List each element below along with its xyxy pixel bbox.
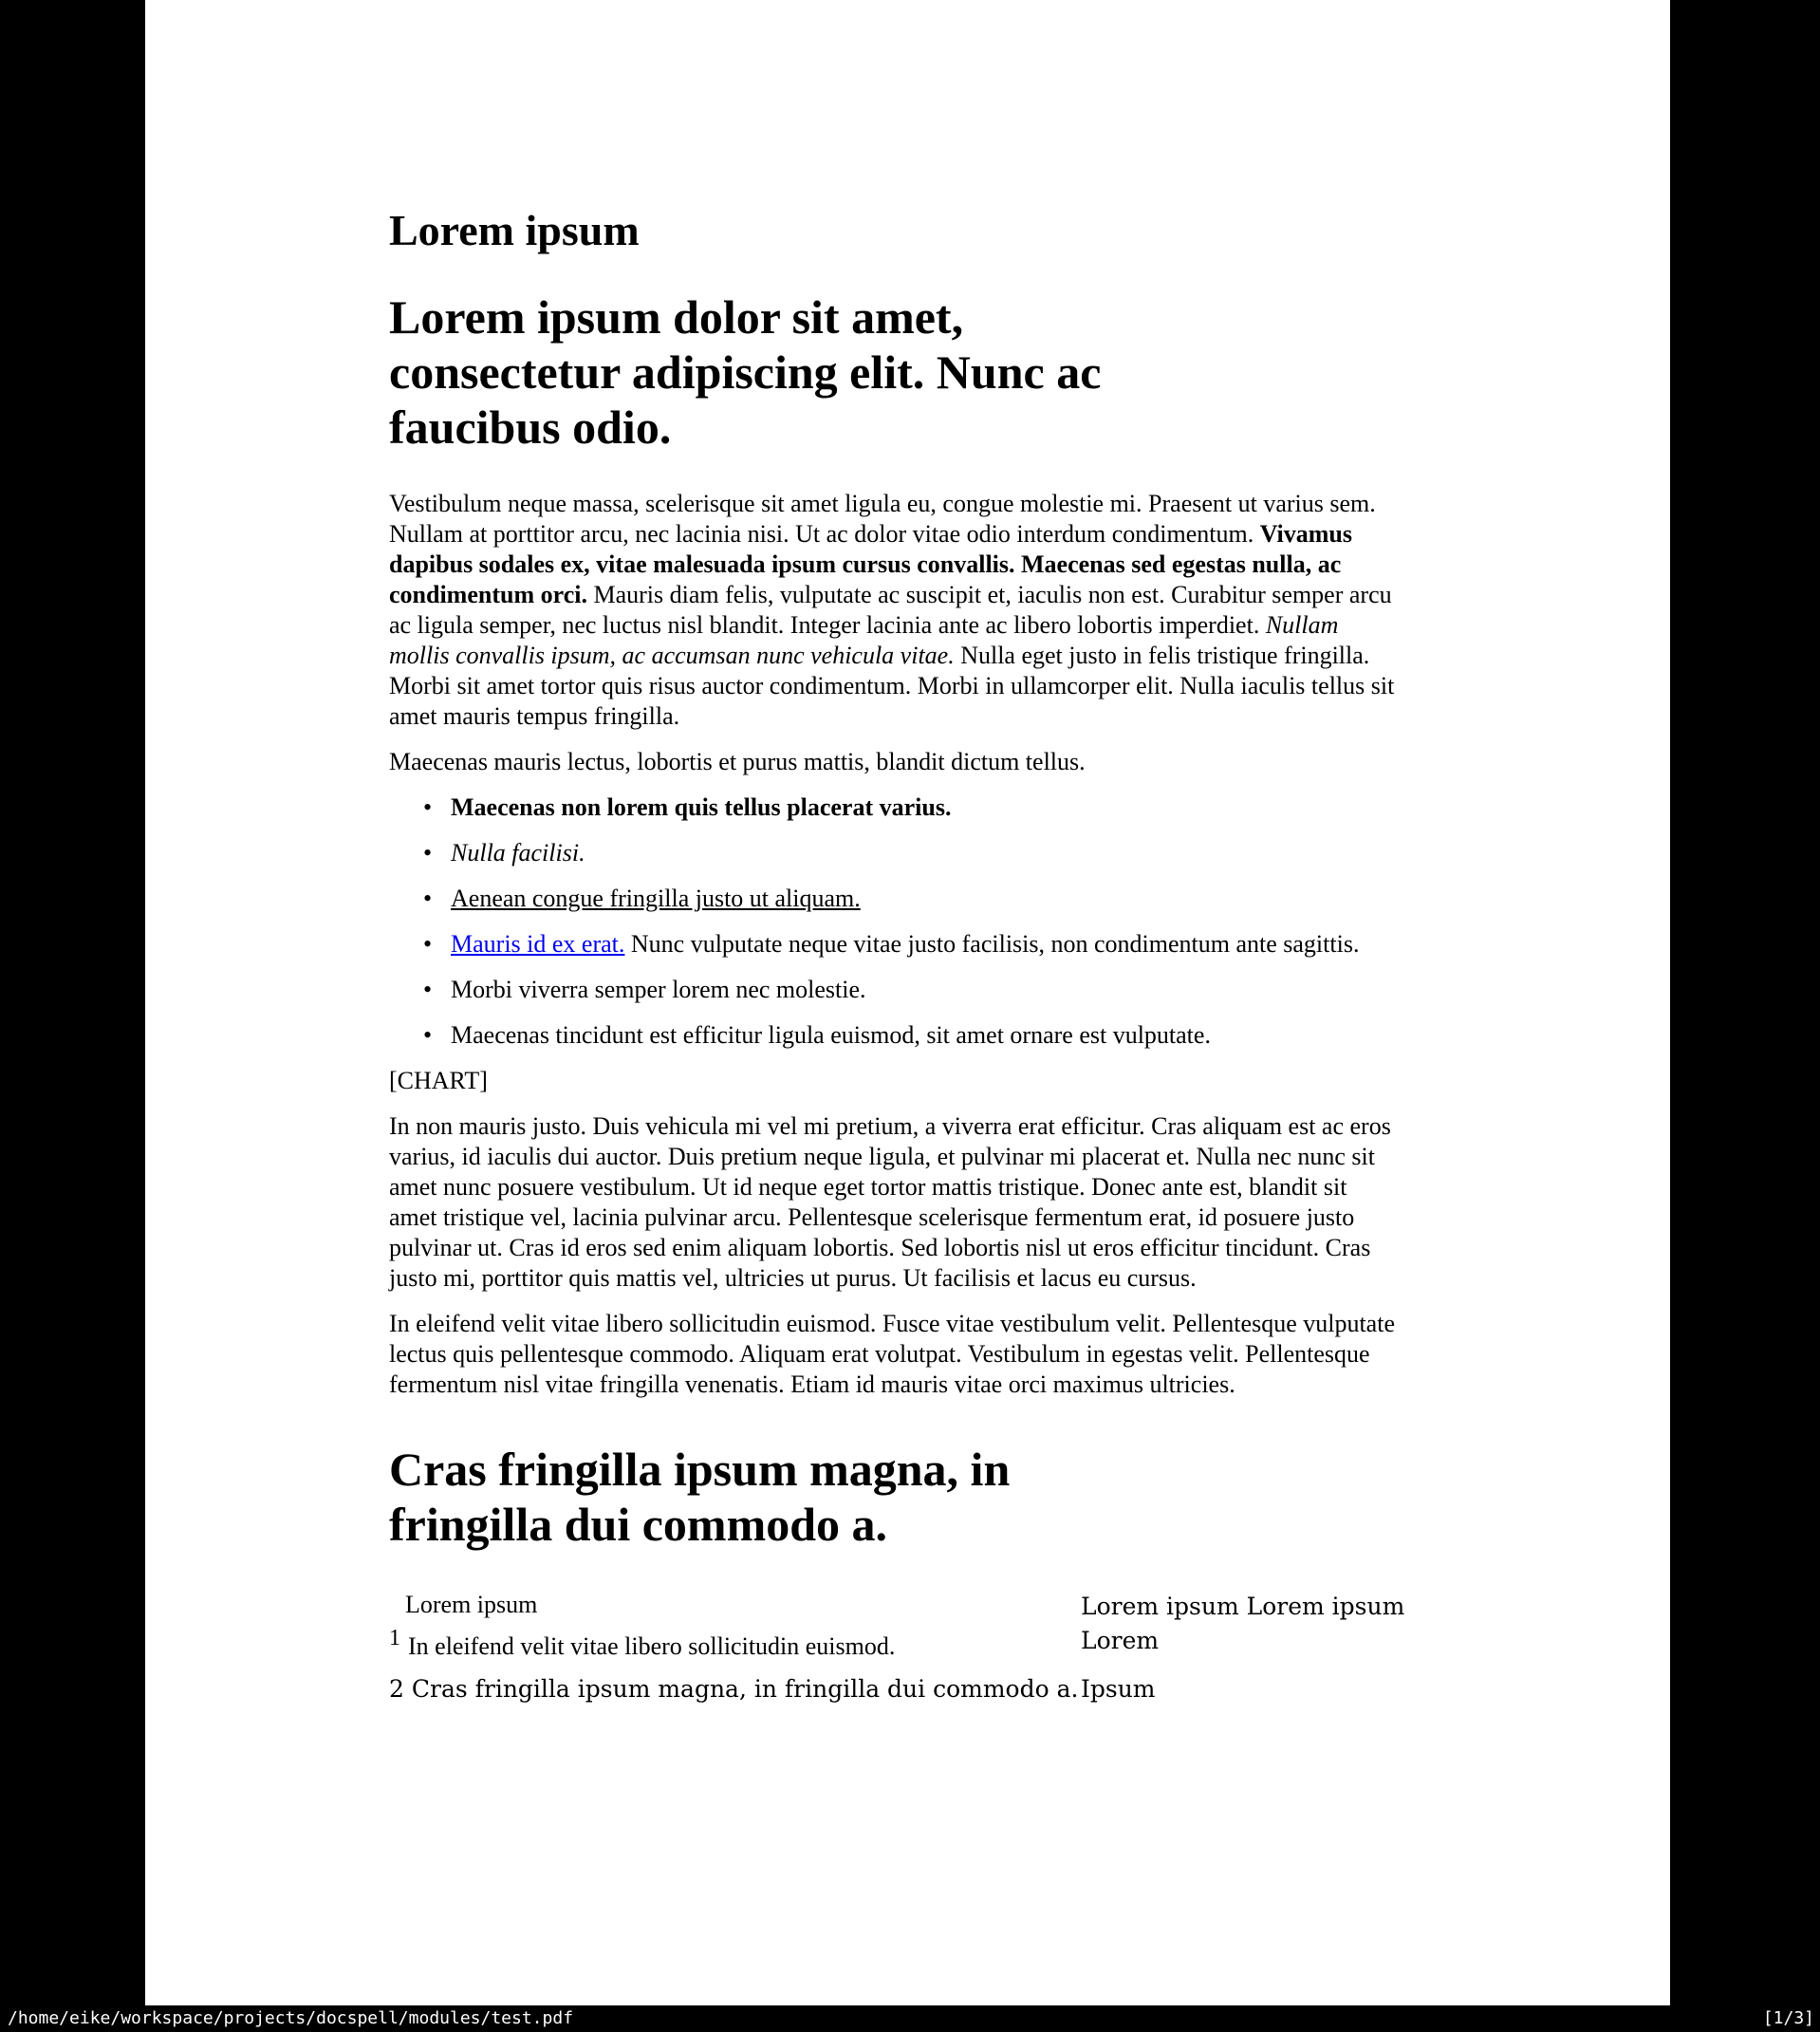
text-segment: Nulla eget justo in felis tristique fringilla. Morbi sit amet tortor quis risus auctor condimentum. Morbi in ullamcorper elit. Nulla iaculis tellus sit amet mauris tempus fringilla. <box>389 642 1395 730</box>
text-segment: Vestibulum neque massa, scelerisque sit amet ligula eu, congue molestie mi. Praesent ut varius sem. Nullam at porttitor arcu, nec lacinia nisi. Ut ac dolor vitae odio interdum condimentum. <box>389 490 1376 548</box>
footnote-2-marker: 2 <box>389 1675 404 1703</box>
footnotes-cell-ipsum: Ipsum <box>1081 1675 1156 1703</box>
footnote-2 <box>389 1674 1395 1705</box>
footnote-2-body: Cras fringilla ipsum magna, in fringilla dui commodo a. <box>411 1675 1079 1703</box>
footnote-2-text <box>404 1675 412 1703</box>
document-content <box>389 0 1405 1716</box>
text-segment: Maecenas non lorem quis tellus placerat varius. <box>451 793 952 821</box>
text-segment: Nullam mollis convallis ipsum, ac accumsan nunc vehicula vitae. <box>389 611 1339 669</box>
footnotes-header-left: Lorem ipsum <box>405 1591 538 1618</box>
paragraph-2: Maecenas mauris lectus, lobortis et purus mattis, blandit dictum tellus. <box>389 748 1086 775</box>
footnote-1-text: In eleifend velit vitae libero sollicitudin euismod. <box>408 1632 896 1660</box>
heading-line: Lorem ipsum dolor sit amet, <box>389 290 964 344</box>
footnotes-header-right: Lorem ipsum Lorem ipsum Lorem <box>1081 1593 1405 1654</box>
text-segment: Aenean congue fringilla justo ut aliquam. <box>451 885 861 912</box>
text-segment: Mauris diam felis, vulputate ac suscipit et, iaculis non est. Curabitur semper arcu ac ligula semper, nec luctus nisl blandit. Integer lacinia ante ac libero lobortis imperdiet. <box>389 581 1392 639</box>
chart-placeholder: [CHART] <box>389 1067 488 1094</box>
list-item <box>389 884 1395 914</box>
section-heading-2 <box>389 1442 1395 1552</box>
paragraph-4: In eleifend velit vitae libero sollicitudin euismod. Fusce vitae vestibulum velit. Pellentesque vulputate lectus quis pellentesque commodo. Aliquam erat volutpat. Vestibulum in egestas velit. Pellentesque fermentum nisl vitae fringilla venenatis. Etiam id mauris vitae orci maximus ultricies. <box>389 1310 1395 1398</box>
section-heading-1 <box>389 289 1395 455</box>
paragraph-1 <box>389 489 1395 732</box>
document-page <box>145 0 1670 2005</box>
list-item <box>389 929 1395 960</box>
bullet-list <box>389 792 1395 1051</box>
heading-line: faucibus odio. <box>389 401 672 454</box>
status-bar <box>0 2005 1820 2032</box>
text-segment: Vivamus dapibus sodales ex, vitae malesuada ipsum cursus convallis. Maecenas sed egestas nulla, ac condimentum orci. <box>389 520 1352 608</box>
list-item <box>389 792 1395 823</box>
text-segment: Nulla facilisi. <box>451 839 585 867</box>
file-path: /home/eike/workspace/projects/docspell/modules/test.pdf <box>8 2008 574 2028</box>
footnote-1-marker: 1 <box>389 1626 400 1650</box>
list-item <box>389 1020 1395 1051</box>
text-segment: Maecenas tincidunt est efficitur ligula euismod, sit amet ornare est vulputate. <box>451 1021 1211 1049</box>
heading-line: Cras fringilla ipsum magna, in <box>389 1443 1011 1496</box>
link-mauris-id-ex-erat[interactable]: Mauris id ex erat. <box>451 930 625 958</box>
list-item <box>389 838 1395 868</box>
paragraph-3: In non mauris justo. Duis vehicula mi vel mi pretium, a viverra erat efficitur. Cras aliquam est ac eros varius, id iaculis dui auctor. Duis pretium neque ligula, et pulvinar mi placerat et. Nulla nec nunc sit amet nunc posuere vestibulum. Ut id neque eget tortor mattis tristique. Donec ante est, blandit sit amet tristique vel, lacinia pulvinar arcu. Pellentesque scelerisque fermentum erat, id posuere justo pulvinar ut. Cras id eros sed enim aliquam lobortis. Sed lobortis nisl ut eros efficitur tincidunt. Cras justo mi, porttitor quis mattis vel, ultricies ut purus. Ut facilisis et lacus eu cursus. <box>389 1112 1391 1292</box>
heading-line: consectetur adipiscing elit. Nunc ac <box>389 345 1102 399</box>
document-title: Lorem ipsum <box>389 206 640 254</box>
page-indicator: [1/3] <box>1762 2008 1814 2028</box>
text-segment: Nunc vulputate neque vitae justo facilisis, non condimentum ante sagittis. <box>624 930 1360 958</box>
footnotes-table <box>389 1590 1405 1705</box>
text-segment: Morbi viverra semper lorem nec molestie. <box>451 976 866 1003</box>
list-item <box>389 975 1395 1005</box>
heading-line: fringilla dui commodo a. <box>389 1498 888 1551</box>
